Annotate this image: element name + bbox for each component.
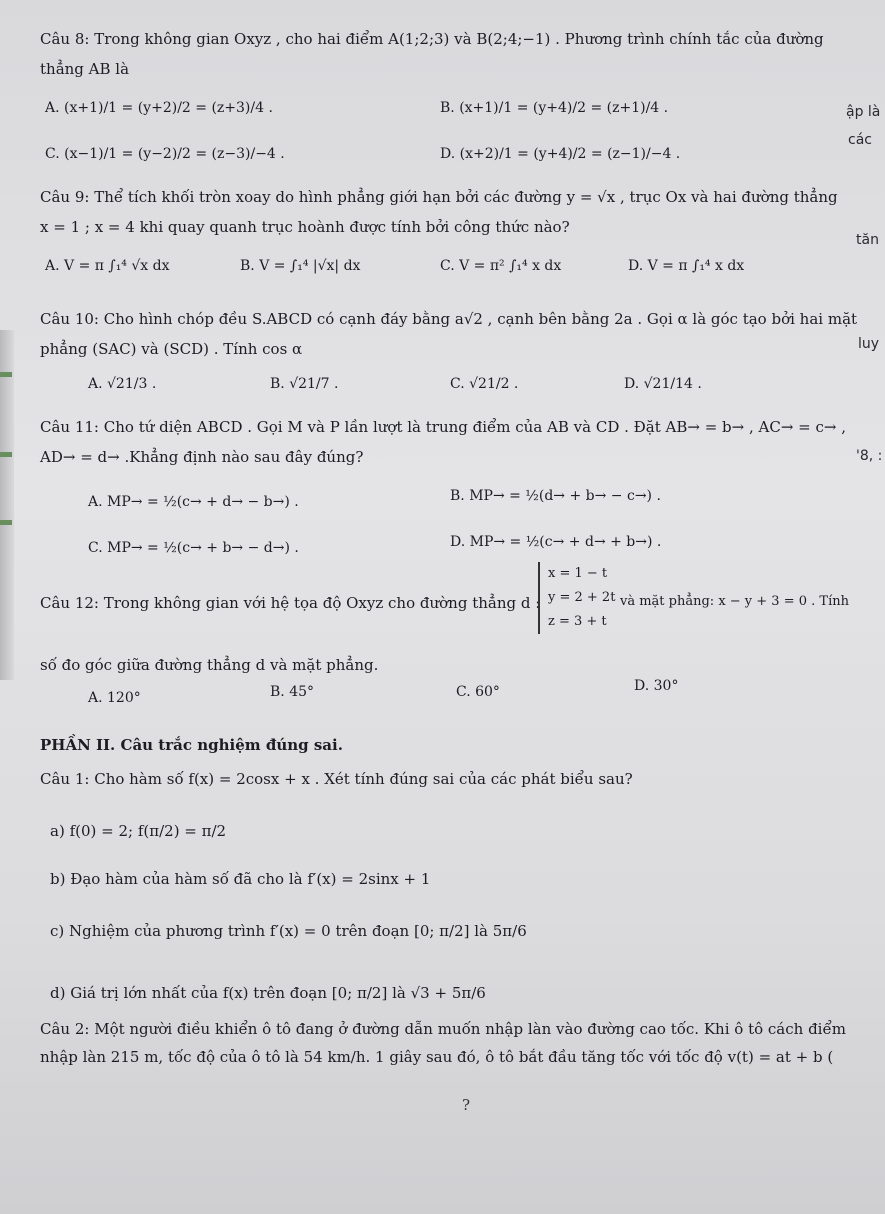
q9-option-d[interactable]: D. V = π ∫₁⁴ x dx [628,258,745,274]
q12-eq-z: z = 3 + t [548,614,607,629]
part2-q2-line3: ? [462,1096,471,1114]
q11-stem-line2: AD→ = d→ .Khẳng định nào sau đây đúng? [40,448,364,466]
part2-q2-line1: Câu 2: Một người điều khiển ô tô đang ở đường dẫn muốn nhập làn vào đường cao tốc. Khi ô tô cách điểm [40,1020,846,1038]
q10-option-d[interactable]: D. √21/14 . [624,376,702,392]
q8-option-c[interactable]: C. (x−1)/1 = (y−2)/2 = (z−3)/−4 . [45,146,285,162]
q9-stem-line1: Câu 9: Thể tích khối tròn xoay do hình phẳng giới hạn bởi các đường y = √x , trục Ox và hai đường thẳng [40,188,838,206]
q12-equation-system [538,562,615,634]
q10-stem-line1: Câu 10: Cho hình chóp đều S.ABCD có cạnh đáy bằng a√2 , cạnh bên bằng 2a . Gọi α là góc tạo bởi hai mặt [40,310,858,328]
q9-stem-line2: x = 1 ; x = 4 khi quay quanh trục hoành được tính bởi công thức nào? [40,218,570,236]
edge-mark [0,452,12,457]
q11-option-d[interactable]: D. MP→ = ½(c→ + d→ + b→) . [450,534,662,550]
q12-option-d[interactable]: D. 30° [634,678,679,694]
margin-fragment: tăn [856,232,879,248]
q9-option-a[interactable]: A. V = π ∫₁⁴ √x dx [45,258,170,274]
q12-stem-plane: và mặt phẳng: x − y + 3 = 0 . Tính [620,594,849,609]
q11-stem-line1: Câu 11: Cho tứ diện ABCD . Gọi M và P lần lượt là trung điểm của AB và CD . Đặt AB→ = b→ , AC→ = c→ , [40,418,846,436]
margin-fragment: ập là [846,104,881,120]
q10-option-a[interactable]: A. √21/3 . [88,376,157,392]
part2-heading: PHẦN II. Câu trắc nghiệm đúng sai. [40,736,343,754]
margin-fragment: luy [858,336,880,352]
q12-option-b[interactable]: B. 45° [270,684,315,700]
q12-option-a[interactable]: A. 120° [88,690,141,706]
edge-mark [0,520,12,525]
q8-stem-line1: Câu 8: Trong không gian Oxyz , cho hai điểm A(1;2;3) và B(2;4;−1) . Phương trình chính tắc của đường [40,30,824,48]
part2-q1-b[interactable]: b) Đạo hàm của hàm số đã cho là f′(x) = 2sinx + 1 [50,870,431,888]
q12-stem-line1: Câu 12: Trong không gian với hệ tọa độ Oxyz cho đường thẳng d : [40,594,541,612]
q8-option-b[interactable]: B. (x+1)/1 = (y+4)/2 = (z+1)/4 . [440,100,669,116]
q8-option-d[interactable]: D. (x+2)/1 = (y+4)/2 = (z−1)/−4 . [440,146,681,162]
q10-option-c[interactable]: C. √21/2 . [450,376,519,392]
margin-fragment: các [848,132,872,148]
q9-option-c[interactable]: C. V = π² ∫₁⁴ x dx [440,258,562,274]
q10-stem-line2: phẳng (SAC) và (SCD) . Tính cos α [40,340,303,358]
q12-eq-y: y = 2 + 2t [548,590,616,605]
q12-eq-x: x = 1 − t [548,566,608,581]
part2-q2-line2: nhập làn 215 m, tốc độ của ô tô là 54 km/h. 1 giây sau đó, ô tô bắt đầu tăng tốc với tốc độ v(t) = at + b ( [40,1048,834,1066]
q11-option-b[interactable]: B. MP→ = ½(d→ + b→ − c→) . [450,488,661,504]
q10-option-b[interactable]: B. √21/7 . [270,376,339,392]
part2-q1-d[interactable]: d) Giá trị lớn nhất của f(x) trên đoạn [0; π/2] là √3 + 5π/6 [50,984,486,1002]
part2-q1-a[interactable]: a) f(0) = 2; f(π/2) = π/2 [50,822,227,840]
margin-fragment: '8, : [856,448,883,464]
q8-stem-line2: thẳng AB là [40,60,130,78]
q11-option-c[interactable]: C. MP→ = ½(c→ + b→ − d→) . [88,540,299,556]
part2-q1-c[interactable]: c) Nghiệm của phương trình f′(x) = 0 trên đoạn [0; π/2] là 5π/6 [50,922,527,940]
page-edge-shadow [0,330,14,680]
part2-q1-stem: Câu 1: Cho hàm số f(x) = 2cosx + x . Xét tính đúng sai của các phát biểu sau? [40,770,633,788]
q9-option-b[interactable]: B. V = ∫₁⁴ |√x| dx [240,258,361,274]
q11-option-a[interactable]: A. MP→ = ½(c→ + d→ − b→) . [88,494,299,510]
q12-option-c[interactable]: C. 60° [456,684,500,700]
q12-stem-line2: số đo góc giữa đường thẳng d và mặt phẳng. [40,656,379,674]
edge-mark [0,372,12,377]
q8-option-a[interactable]: A. (x+1)/1 = (y+2)/2 = (z+3)/4 . [45,100,273,116]
